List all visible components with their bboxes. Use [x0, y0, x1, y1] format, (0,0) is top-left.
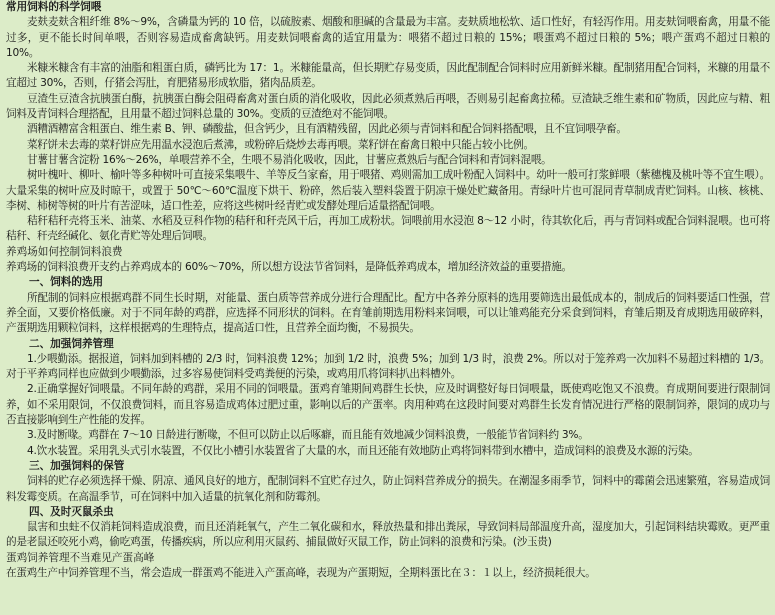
section-body-storage: 饲料的贮存必须选择干燥、阴凉、通风良好的地方，配制饲料不宜贮存过久，防止饲料营养成分的损失。在潮湿多雨季节，饲料中的霉菌会迅速繁殖，容易造成饲料发霉变质。在高温季节，可在饲料中加入适量的抗氧化剂和防霉剂。 — [6, 475, 770, 503]
article-title: 养鸡场如何控制饲料浪费 — [6, 245, 123, 258]
article-intro: 养鸡场的饲料浪费开支约占养鸡成本的 60%～70%，所以想方设法节省饲料，是降低养鸡成本，增加经济效益的重要措施。 — [6, 261, 572, 274]
management-item: 3.及时断喙。鸡群在 7～10 日龄进行断喙，不但可以防止以后啄癖，而且能有效地减少饲料浪费，一般能节省饲料约 3%。 — [27, 429, 589, 442]
feed-paragraph-tree-leaves: 树叶槐叶、柳叶、榆叶等多种树叶可直接采集喂牛、羊等反刍家畜，用于喂猪、鸡则需加工成叶粉配入饲料中。幼叶一般可打浆鲜喂（紫穗槐及桃叶等不宜生喂）。大量采集的树叶应及时晾干，或置于 50℃～60℃温度下烘干、粉碎，然后装入塑料袋置于阴凉干燥处贮藏备用。青绿叶片也可混同青草制成青贮饲料。山核、核桃、李树、柿树等树的叶片有苦涩味，适口性差，应将这些树叶经青贮或发酵处理后适量搭配饲喂。 — [6, 169, 770, 212]
feed-paragraph-bran: 麦麸麦麸含粗纤维 8%～9%，含磷量为钙的 10 倍，以硫胺素、烟酸和胆碱的含量最为丰富。麦麸质地松软、适口性好，有轻泻作用。用麦麸饲喂畜禽，用量不能过多，更不能长时间单喂，否则容易造成畜禽缺钙。用麦麸饲喂畜禽的适宜用量为：喂猪不超过日粮的 15%；喂蛋鸡不超过日粮的 5%；喂产蛋鸡不超过日粮的 10%。 — [6, 16, 770, 59]
section-heading-feed-selection: 一、饲料的选用 — [29, 276, 104, 289]
section-body-feed-selection: 所配制的饲料应根据鸡群不同生长时期，对能量、蛋白质等营养成分进行合理配比。配方中各养分原料的选用要筛选出最低成本的，制成后的饲料要适口性强，营养全面，又要价格低廉。对于不同年龄的鸡群，应选择不同形状的饲料。在育雏前期选用粉料来饲喂，可以让雏鸡能充分采食到饲料，育雏后期及育成期选用破碎料，产蛋期选用颗粒饲料，这样根据鸡的生理特点，提高适口性，且营养全面均衡，不易损失。 — [6, 291, 770, 335]
section-heading-management: 二、加强饲养管理 — [29, 337, 114, 350]
section-heading-storage: 三、加强饲料的保管 — [29, 459, 125, 472]
management-item: 4.饮水装置。采用乳头式引水装置，不仅比小槽引水装置省了大量的水，而且还能有效地防止鸡将饲料带到水槽中，造成饲料的浪费及水源的污染。 — [27, 444, 699, 457]
management-item: 2.正确掌握好饲喂量。不同年龄的鸡群，采用不同的饲喂量。蛋鸡育雏期间鸡群生长快，应及时调整好每日饲喂量，既使鸡吃饱又不浪费。育成期间要进行限制饲养，如不采用限饲，不仅浪费饲料，而且容易造成鸡体过肥过重，影响以后的产蛋率。肉用种鸡在这段时间要对鸡群生长发育情况进行严格的限制饲养，限饲的成功与否直接影响到生产性能的发挥。 — [6, 383, 770, 427]
feed-paragraph-rice-bran: 米糠米糠含有丰富的油脂和粗蛋白质，磷钙比为 17：1。米糠能量高，但长期贮存易变质，因此配制配合饲料时应用新鲜米糠。配制猪用配合饲料，米糠的用量不宜超过 30%，否则，仔猪会泻肚，育肥猪易形成软脂，猪肉品质差。 — [6, 62, 770, 90]
feed-paragraph-straw: 秸秆秸秆壳将玉米、油菜、水稻及豆科作物的秸秆和秆壳风干后，再加工成粉状。饲喂前用水浸泡 8～12 小时，待其软化后，再与青饲料或配合饲料混喂。也可将秸秆、秆壳经碱化、氨化青贮等处理后饲喂。 — [6, 215, 770, 243]
feed-paragraph-rapeseed-cake: 菜籽饼未去毒的菜籽饼应先用温水浸泡后煮沸，或粉碎后烧炒去毒再喂。菜籽饼在畜禽日粮中只能占较小比例。 — [27, 138, 534, 151]
document-title: 常用饲料的科学饲喂 — [6, 1, 102, 13]
next-article-title: 蛋鸡饲养管理不当难见产蛋高峰 — [6, 551, 155, 564]
feed-paragraph-sweet-potato: 甘薯甘薯含淀粉 16%～26%，单喂营养不全，生喂不易消化吸收，因此，甘薯应煮熟后与配合饲料和青饲料混喂。 — [27, 153, 552, 166]
feed-paragraph-distillers-grains: 酒糟酒糟富含粗蛋白、维生素 B、钾、磷酸盐，但含钙少，且有酒精残留，因此必须与青饲料和配合饲料搭配喂，且不宜饲喂孕畜。 — [27, 123, 627, 136]
section-body-pest-control: 鼠害和虫蛀不仅消耗饲料造成浪费，而且还消耗氧气，产生二氧化碳和水，释放热量和排出粪尿，导致饲料局部温度升高，湿度加大，引起饲料结块霉败。更严重的是老鼠还咬死小鸡，偷吃鸡蛋，传播疾病，所以应利用灭鼠药、捕鼠做好灭鼠工作，防止饲料的浪费和污染。(沙玉贵) — [6, 521, 770, 549]
management-item: 1.少喂勤添。据报道，饲料加到料槽的 2/3 时，饲料浪费 12%；加到 1/2 时，浪费 5%；加到 1/3 时，浪费 2%。所以对于笼养鸡一次加料不易超过料槽的 1/3。对于平养鸡同样也应做到少喂勤添，过多容易使饲料受鸡粪便的污染，或鸡用爪将饲料扒出料槽外。 — [6, 352, 770, 381]
next-article-body: 在蛋鸡生产中饲养管理不当，常会造成一群蛋鸡不能进入产蛋高峰，表现为产蛋期短，全期料蛋比在３：１以上，经济损耗很大。 — [6, 566, 596, 579]
feed-paragraph-okara: 豆渣生豆渣含抗胰蛋白酶，抗胰蛋白酶会阻碍畜禽对蛋白质的消化吸收，因此必须煮熟后再喂，否则易引起畜禽拉稀。豆渣缺乏维生素和矿物质，因此应与精、粗饲料及青饲料合理搭配，且用量不超过饲料总量的 30%。变质的豆渣绝对不能饲喂。 — [6, 92, 770, 121]
section-heading-pest-control: 四、及时灭鼠杀虫 — [29, 505, 114, 518]
